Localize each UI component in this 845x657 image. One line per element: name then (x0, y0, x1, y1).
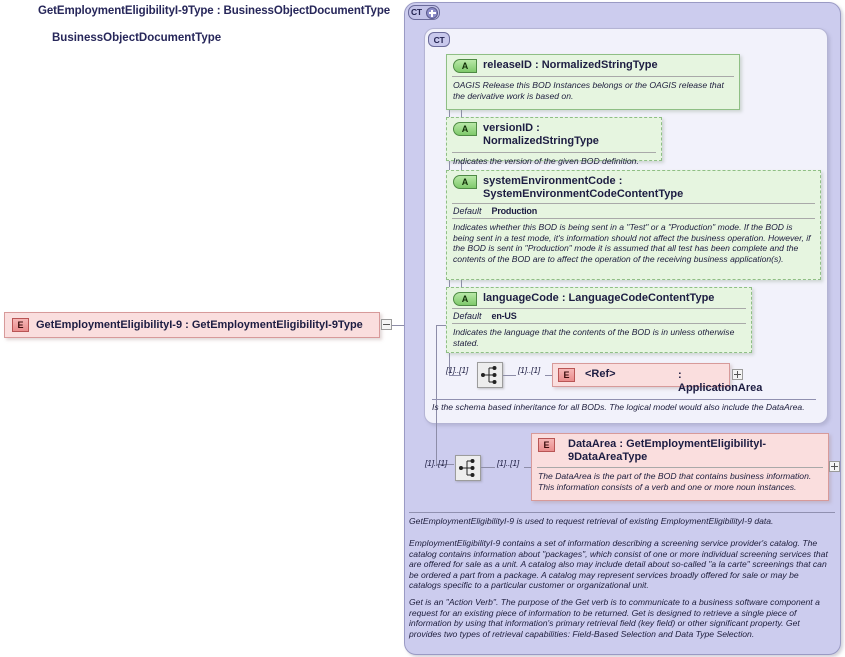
default-value: en-US (491, 311, 517, 321)
attribute-badge-icon: A (453, 292, 477, 306)
attribute-box-versionid[interactable] (446, 117, 662, 166)
cardinality-left-dataarea: [1]..[1] (425, 458, 448, 468)
connector-seq-to-ref (503, 375, 516, 376)
attribute-badge-icon: A (453, 122, 477, 136)
element-header-dataarea (532, 434, 828, 467)
root-element-box[interactable] (4, 312, 380, 338)
element-expand-plus-icon-dataarea[interactable] (829, 461, 840, 472)
attribute-header-versionid (447, 118, 661, 152)
cardinality-right-dataarea: [1]..[1] (497, 458, 520, 468)
default-value: Production (491, 206, 538, 216)
sequence-glyph (478, 363, 502, 387)
attribute-default-languagecode (447, 309, 751, 323)
attribute-name-languagecode: languageCode : LanguageCodeContentType (483, 292, 715, 304)
element-name-ref: <Ref> (585, 368, 616, 380)
connector-seq-to-dataarea (481, 467, 495, 468)
element-badge-icon: E (538, 438, 555, 452)
attribute-badge-icon: A (453, 175, 477, 189)
connector-branch-sequence (449, 375, 461, 376)
divider (432, 399, 816, 400)
attribute-name-systemenvironmentcode: systemEnvironmentCode : SystemEnvironmentCodeContentType (483, 175, 684, 200)
root-element-label: GetEmploymentEligibilityI-9 : GetEmploymentEligibilityI-9Type (36, 319, 363, 331)
element-box-dataarea[interactable] (531, 433, 829, 501)
connector-trunk-outer (436, 325, 437, 464)
plus-icon[interactable] (426, 7, 438, 19)
element-type-applicationarea: : ApplicationArea (678, 369, 763, 394)
documentation-block-1: GetEmploymentEligibilityI-9 is used to request retrieval of existing EmploymentEligibilityI-9 data. (409, 516, 774, 526)
documentation-block-3: Get is an "Action Verb". The purpose of the Get verb is to communicate to a business software component a request for an existing piece of information to be returned. Get is designed to retrieve a single piece of information by using that information's primary retrieval field (key field) or other significant property. Get provides two types of retrieval capabilities: Field-Based Selection and Data Type Selection. (409, 597, 820, 639)
inner-complextype-title: BusinessObjectDocumentType (52, 32, 222, 44)
attribute-header-releaseid (447, 55, 739, 76)
sequence-glyph (456, 456, 480, 480)
cardinality-left-ref: [1]..[1] (446, 365, 469, 375)
attribute-header-systemenvironmentcode (447, 171, 820, 203)
element-name-dataarea: DataArea : GetEmploymentEligibilityI-9DataAreaType (568, 438, 767, 463)
attribute-header-languagecode (447, 288, 751, 308)
attribute-doc-versionid: Indicates the version of the given BOD definition. (453, 156, 639, 166)
element-badge-icon: E (558, 368, 575, 382)
attribute-doc-systemenvironmentcode: Indicates whether this BOD is being sent in a "Test" or a "Production" mode. If the BOD is being sent in a test mode, it's information should not affect the business operation. However, if the BOD is sent in "Production" mode it is assumed that all test has been complete and the contents of the BOD are to affect the operation of the receiving business application(s). (453, 222, 811, 264)
documentation-block-2: EmploymentEligibilityI-9 contains a set of information describing a screening service provider's catalog. The catalog contains information about "packages", which consist of one or more individual screening services that are offered for sale as a unit. A catalog also may include detail about so-called "a la carte" screenings that can be ordered a part from a package. A catalog may represent services broadly offered for sale or may be catalogs specific to a particular customer or organizational unit. (409, 538, 828, 591)
attribute-name-releaseid: releaseID : NormalizedStringType (483, 59, 658, 71)
attribute-doc-languagecode: Indicates the language that the contents of the BOD is in unless otherwise stated. (453, 327, 735, 348)
element-doc-dataarea: The DataArea is the part of the BOD that contains business information. This information consists of a verb and one or more noun instances. (538, 471, 812, 492)
attribute-badge-icon: A (453, 59, 477, 73)
default-label: Default (453, 311, 482, 321)
outer-complextype-title: GetEmploymentEligibilityI-9Type : BusinessObjectDocumentType (38, 5, 391, 17)
divider (409, 512, 835, 513)
sequence-icon-applicationarea[interactable] (477, 362, 503, 388)
sequence-icon-dataarea[interactable] (455, 455, 481, 481)
ct-plus-icon[interactable]: CT (408, 5, 440, 20)
attribute-default-systemenvironmentcode (447, 204, 820, 218)
inner-complextype-documentation: Is the schema based inheritance for all BODs. The logical model would also include the DataArea. (432, 402, 805, 412)
cardinality-right-ref: [1]..[1] (518, 365, 541, 375)
root-collapse-minus-icon[interactable] (381, 319, 392, 330)
element-box-applicationarea[interactable] (552, 363, 763, 394)
ct-badge-icon: CT (428, 32, 450, 47)
default-label: Default (453, 206, 482, 216)
attribute-box-systemenvironmentcode[interactable] (446, 170, 821, 280)
element-expand-plus-icon-applicationarea[interactable] (732, 369, 743, 380)
element-badge-icon: E (12, 318, 29, 332)
attribute-box-languagecode[interactable] (446, 287, 752, 353)
attribute-box-releaseid[interactable] (446, 54, 740, 110)
attribute-name-versionid: versionID : NormalizedStringType (483, 122, 599, 147)
attribute-doc-releaseid: OAGIS Release this BOD Instances belongs or the OAGIS release that the derivative work is based on. (453, 80, 724, 101)
